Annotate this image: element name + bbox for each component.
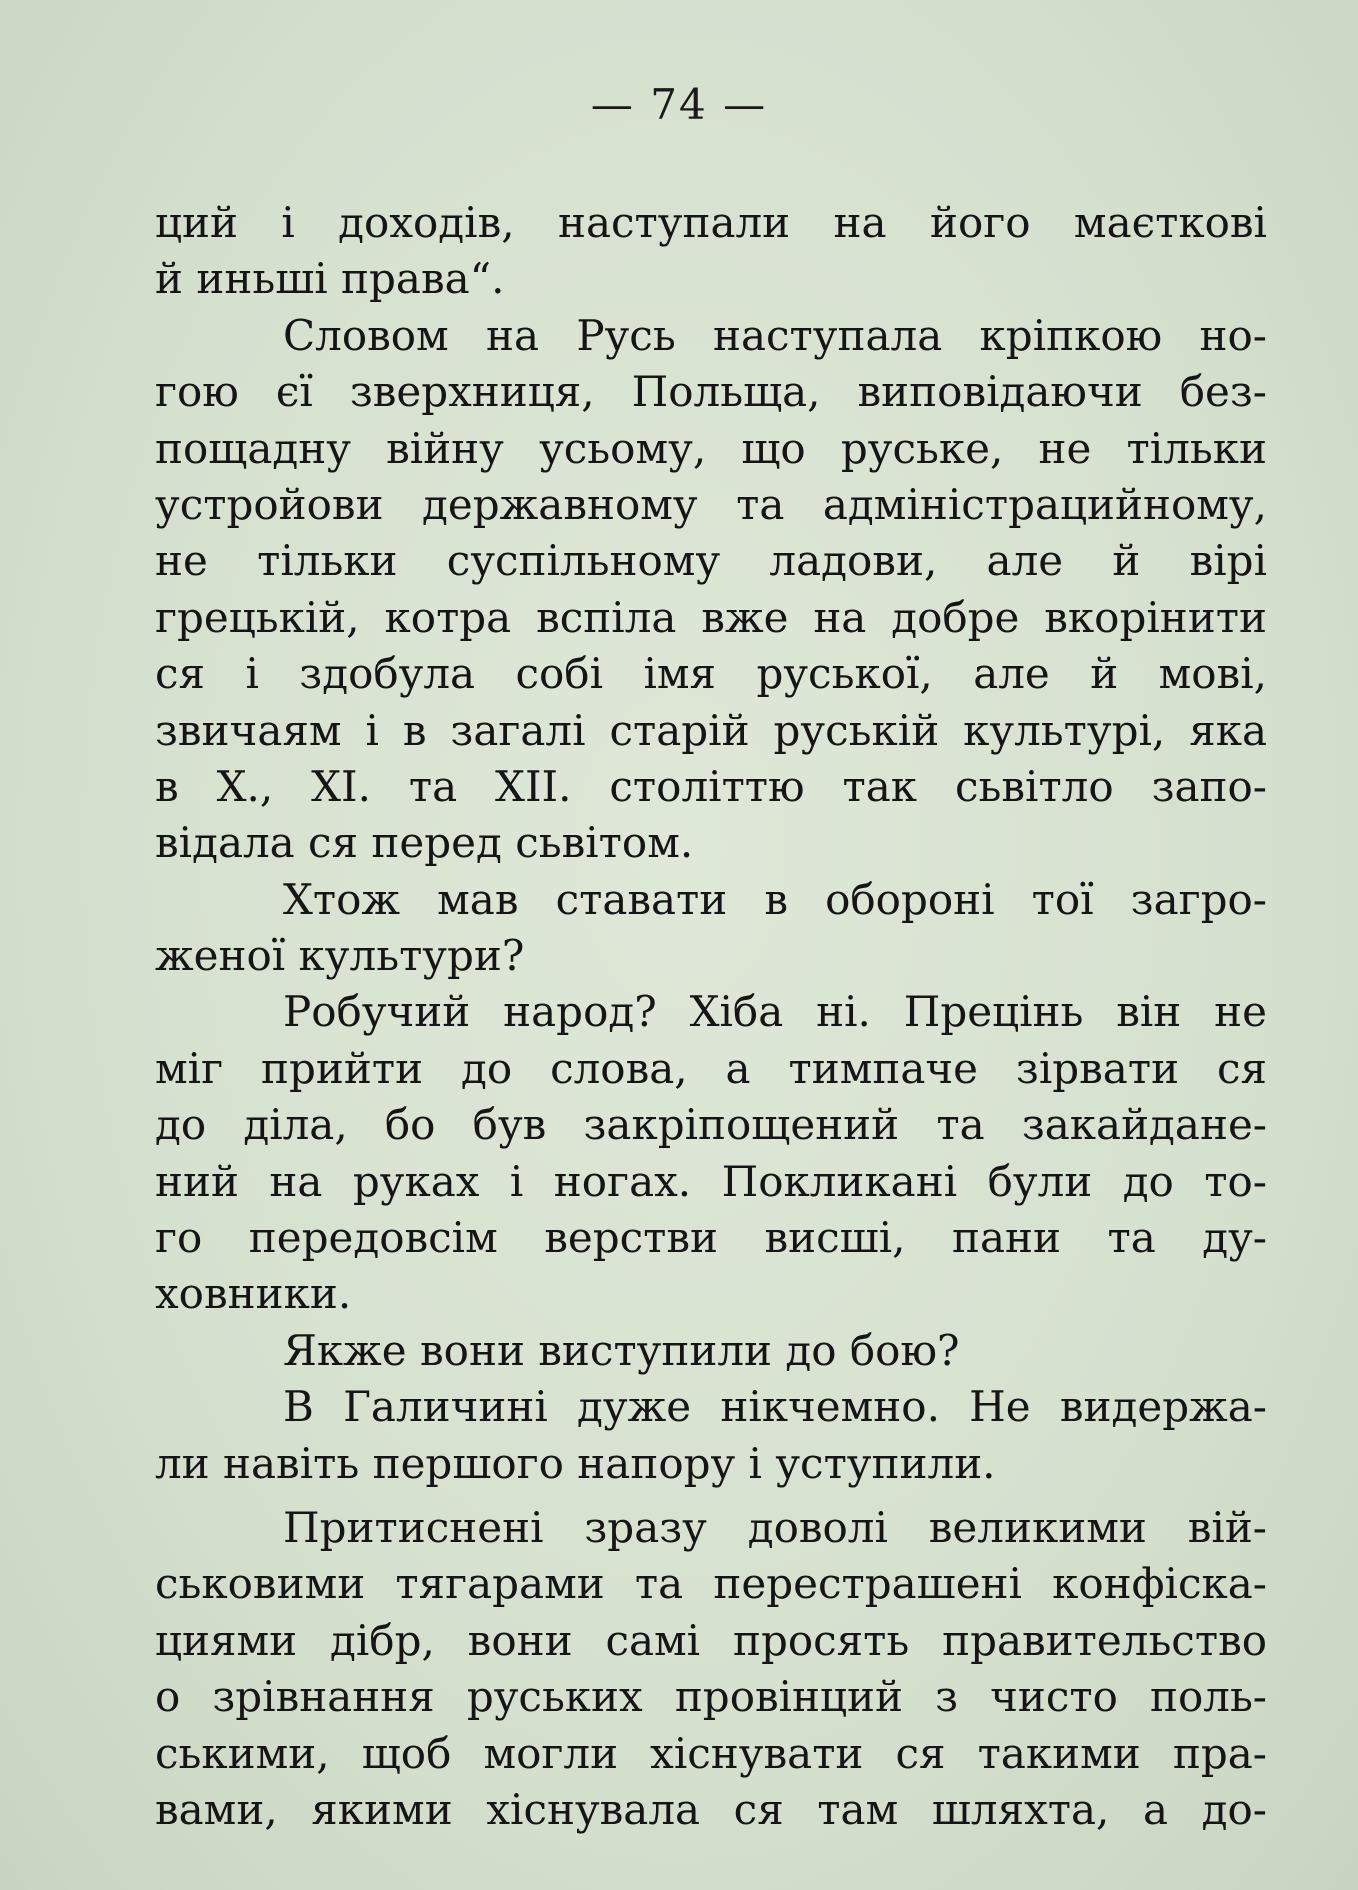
text-line: ськими, щоб могли хіснувати ся такими пра-: [155, 1728, 1267, 1778]
text-line: в Х., ХІ. та ХІІ. століттю так сьвітло запо-: [155, 761, 1267, 811]
text-line: о зрівнання руських провінций з чисто поль-: [155, 1672, 1267, 1722]
text-line: не тільки суспільному ладови, але й вірі: [155, 536, 1267, 586]
text-line: вами, якими хіснувала ся там шляхта, а до-: [155, 1784, 1267, 1834]
text-line: устройови державному та адміністрацийному,: [155, 479, 1267, 529]
text-line: ций і доходів, наступали на його маєткові: [155, 198, 1267, 247]
text-line: звичаям і в загалі старій руській культурі, яка: [155, 705, 1267, 755]
text-line: В Галичині дуже нікчемно. Не видержа-: [283, 1382, 1267, 1432]
page-number: — 74 —: [590, 80, 768, 129]
text-line: ся і здобула собі імя руської, але й мові,: [155, 649, 1267, 699]
text-line: Якже вони виступили до бою?: [283, 1325, 960, 1375]
text-line: Словом на Русь наступала кріпкою но-: [283, 310, 1267, 360]
text-line: ськовими тягарами та перестрашені конфіска-: [155, 1559, 1267, 1609]
text-line: міг прийти до слова, а тимпаче зірвати ся: [155, 1043, 1267, 1093]
text-line: пощадну війну усьому, що руське, не тільки: [155, 423, 1267, 473]
text-line: Робучий народ? Хіба ні. Прецінь він не: [283, 987, 1267, 1037]
text-line: циями дібр, вони самі просять правительство: [155, 1615, 1267, 1665]
text-line: Притиснені зразу доволі великими вій-: [283, 1502, 1267, 1552]
text-line: го передовсім верстви висші, пани та ду-: [155, 1213, 1267, 1263]
text-line: ли навіть першого напору і уступили.: [155, 1438, 996, 1488]
text-line: грецькій, котра вспіла вже на добре вкорінити: [155, 592, 1267, 642]
text-line: гою єї зверхниця, Польща, виповідаючи без-: [155, 367, 1267, 417]
text-line: Хтож мав ставати в обороні тої загро-: [283, 874, 1267, 924]
text-line: ний на руках і ногах. Покликані були до то-: [155, 1156, 1267, 1206]
text-line: відала ся перед сьвітом.: [155, 818, 694, 868]
text-line: й иньші права“.: [155, 254, 505, 304]
text-line: женої культури?: [155, 931, 525, 981]
body-text: [155, 195, 1267, 1838]
text-line: ховники.: [155, 1269, 352, 1319]
text-line: до діла, бо був закріпощений та закайдане-: [155, 1100, 1267, 1150]
